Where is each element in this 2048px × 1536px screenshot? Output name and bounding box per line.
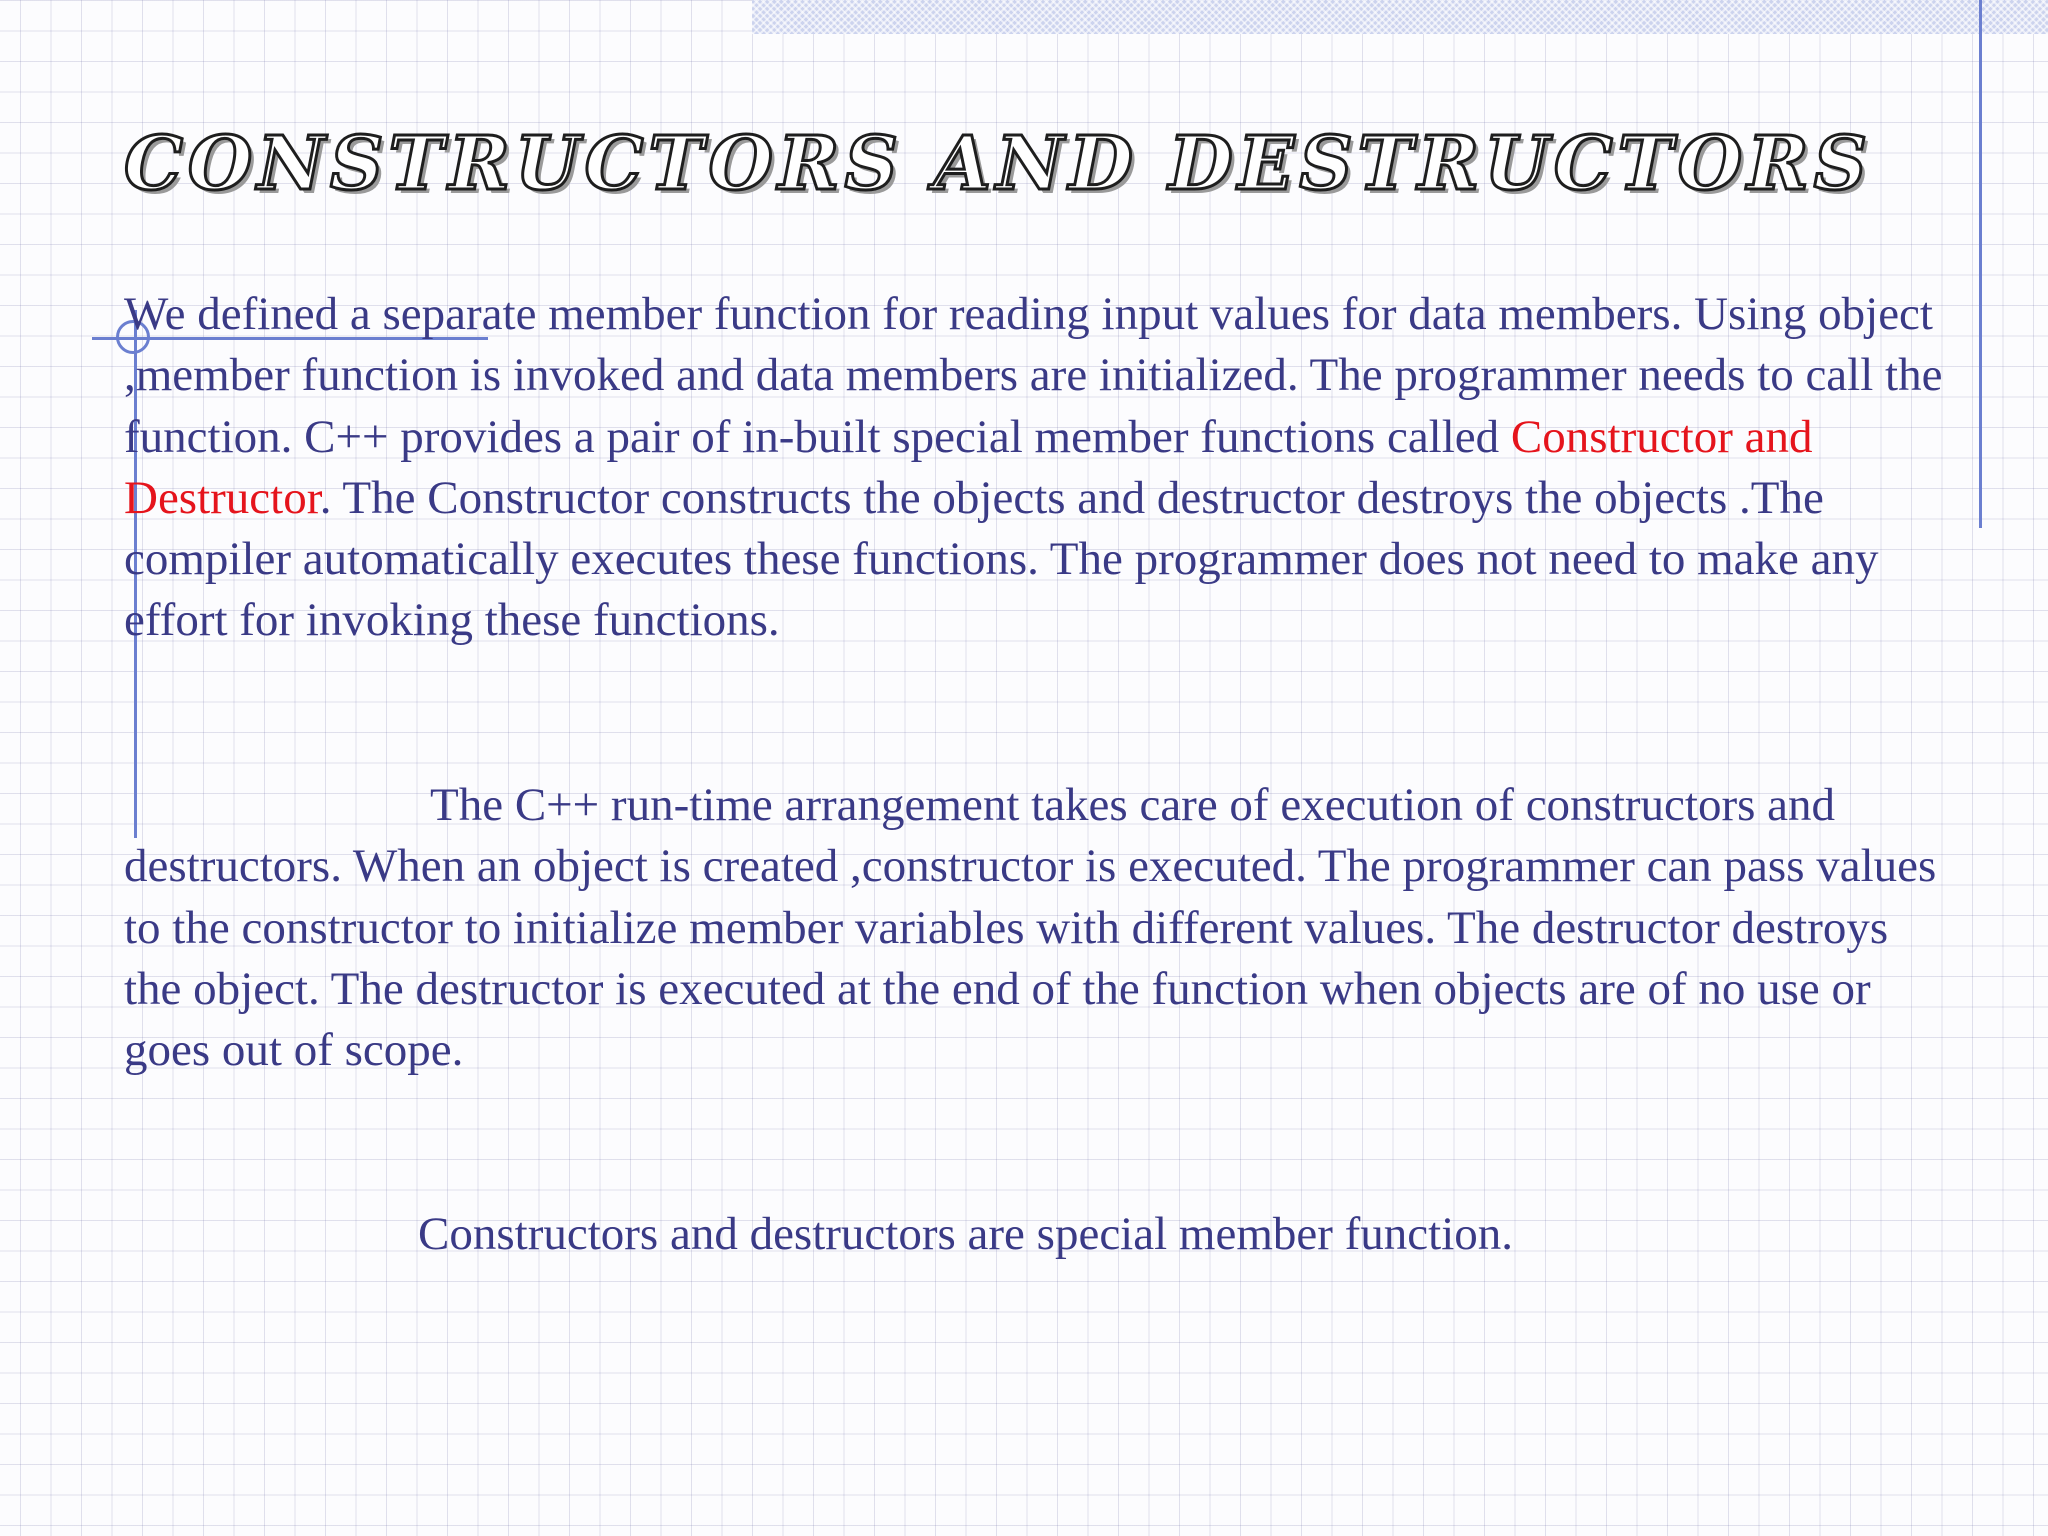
paragraph-1 bbox=[124, 284, 1954, 652]
paragraph-3: Constructors and destructors are special member function. bbox=[418, 1208, 1514, 1260]
paragraph-1-text-start: We defined a separate member function for reading input values for data members. Using object ,member function is invoked and data members are initialized. The programmer needs to call the function. C++ provides a pair of in-built special member functions called bbox=[124, 288, 1943, 463]
paragraph-2: The C++ run-time arrangement takes care of execution of constructors and destructors. When an object is created ,constructor is executed. The programmer can pass values to the constructor to initialize member variables with different values. The destructor destroys the object. The destructor is executed at the end of the function when objects are of no use or goes out of scope. bbox=[124, 779, 1937, 1077]
paragraph-1-text-end: . The Constructor constructs the objects and destructor destroys the objects .The compiler automatically executes these functions. The programmer does not need to make any effort for invoking these functions. bbox=[124, 471, 1879, 647]
slide-title: CONSTRUCTORS AND DESTRUCTORS bbox=[124, 121, 1873, 207]
top-pattern-bar bbox=[752, 0, 2048, 34]
right-vertical-rule bbox=[1979, 0, 1982, 528]
highlighted-term: Constructor and Destructor bbox=[124, 410, 1813, 524]
